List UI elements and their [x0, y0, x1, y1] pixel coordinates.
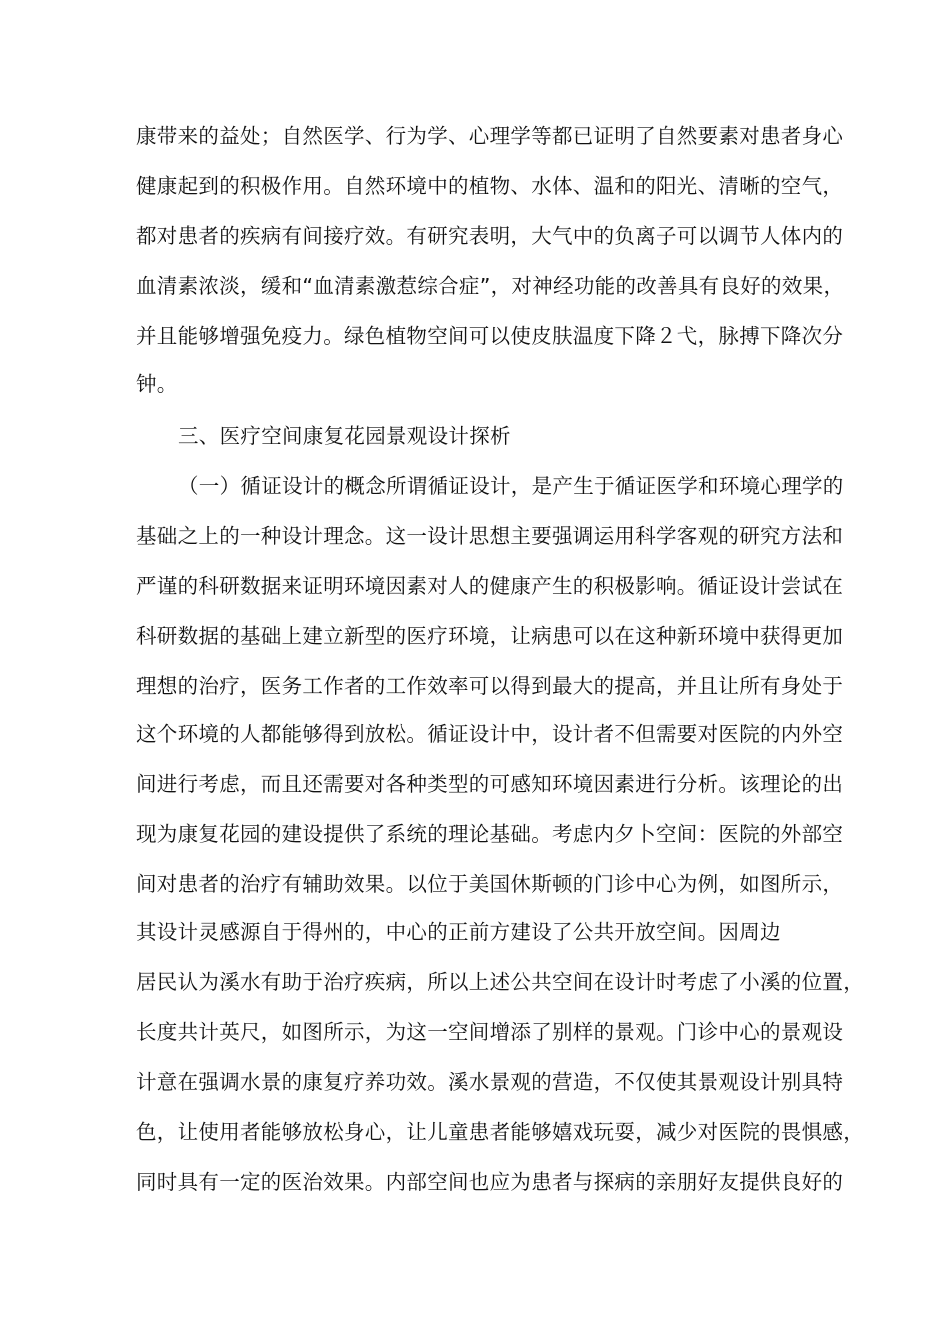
text-line: 血清素浓淡，缓和“血清素激惹综合症”，对神经功能的改善具有良好的效果，	[136, 274, 845, 298]
text-line: 理想的治疗，医务工作者的工作效率可以得到最大的提高，并且让所有身处于	[136, 674, 844, 698]
text-line: 间对患者的治疗有辅助效果。以位于美国休斯顿的门诊中心为例，如图所示，	[136, 872, 844, 896]
text-line: 间进行考虑，而且还需要对各种类型的可感知环境因素进行分析。该理论的出	[136, 772, 844, 796]
text-line: 这个环境的人都能够得到放松。循证设计中，设计者不但需要对医院的内外空	[136, 722, 844, 746]
text-line: 计意在强调水景的康复疗养功效。溪水景观的营造，不仅使其景观设计别具特	[136, 1070, 844, 1094]
text-line: 现为康复花园的建设提供了系统的理论基础。考虑内夕卜空间：医院的外部空	[136, 822, 844, 846]
section-heading: 三、医疗空间康复花园景观设计探析	[178, 424, 511, 448]
text-line: 色，让使用者能够放松身心，让儿童患者能够嬉戏玩耍，减少对医院的畏惧感，	[136, 1120, 864, 1144]
text-line: 钟。	[136, 372, 178, 396]
text-line: 健康起到的积极作用。自然环境中的植物、水体、温和的阳光、清晰的空气，	[136, 174, 844, 198]
text-line: 康带来的益处；自然医学、行为学、心理学等都已证明了自然要素对患者身心	[136, 124, 844, 148]
text-line: 并且能够增强免疫力。绿色植物空间可以使皮肤温度下降２弋，脉搏下降次分	[136, 324, 844, 348]
text-line: 居民认为溪水有助于治疗疾病，所以上述公共空间在设计时考虑了小溪的位置，	[136, 970, 864, 994]
text-line: 其设计灵感源自于得州的，中心的正前方建设了公共开放空间。因周边	[136, 920, 781, 944]
text-line: 都对患者的疾病有间接疗效。有研究表明，大气中的负离子可以调节人体内的	[136, 224, 844, 248]
subsection-heading: （一）循证设计的概念所谓循证设计，是产生于循证医学和环境心理学的	[178, 474, 844, 498]
text-line: 长度共计英尺，如图所示，为这一空间增添了别样的景观。门诊中心的景观设	[136, 1020, 844, 1044]
text-line: 科研数据的基础上建立新型的医疗环境，让病患可以在这种新环境中获得更加	[136, 624, 844, 648]
text-line: 严谨的科研数据来证明环境因素对人的健康产生的积极影响。循证设计尝试在	[136, 574, 844, 598]
text-line: 基础之上的一种设计理念。这一设计思想主要强调运用科学客观的研究方法和	[136, 524, 844, 548]
text-line: 同时具有一定的医治效果。内部空间也应为患者与探病的亲朋好友提供良好的	[136, 1170, 844, 1194]
